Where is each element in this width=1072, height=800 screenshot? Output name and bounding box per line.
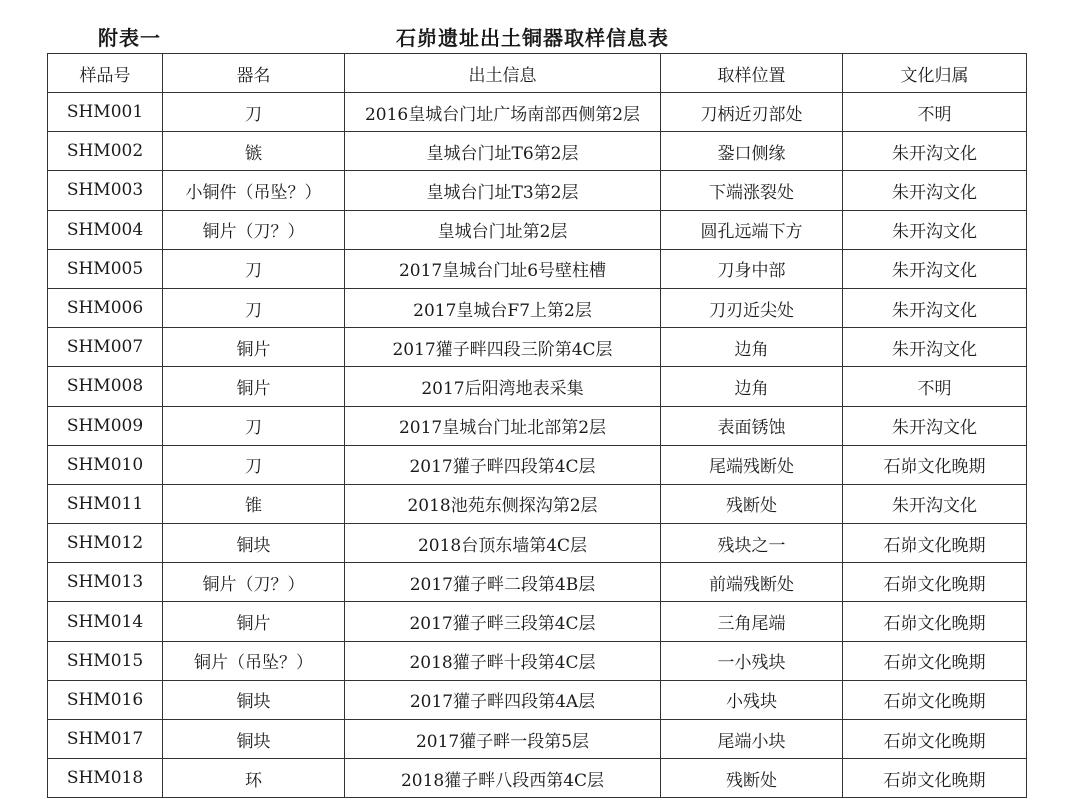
cultural-attribution-cell: 朱开沟文化 — [843, 484, 1027, 523]
sampling-location-cell: 边角 — [661, 328, 843, 367]
sampling-location-cell: 边角 — [661, 367, 843, 406]
sampling-location-cell: 尾端小块 — [661, 720, 843, 759]
sample-id-cell: SHM010 — [48, 445, 163, 484]
excavation-info-cell: 2017皇城台门址北部第2层 — [345, 406, 661, 445]
artifact-name-cell: 锥 — [163, 484, 345, 523]
sample-id-cell: SHM005 — [48, 249, 163, 288]
artifact-name-cell: 刀 — [163, 249, 345, 288]
excavation-info-cell: 皇城台门址T6第2层 — [345, 132, 661, 171]
cultural-attribution-cell: 石峁文化晚期 — [843, 680, 1027, 719]
sampling-location-cell: 残断处 — [661, 759, 843, 798]
cultural-attribution-cell: 石峁文化晚期 — [843, 720, 1027, 759]
sampling-location-cell: 刀柄近刃部处 — [661, 93, 843, 132]
sample-id-cell: SHM009 — [48, 406, 163, 445]
cultural-attribution-cell: 不明 — [843, 367, 1027, 406]
appendix-label: 附表一 — [98, 26, 161, 50]
table-row — [48, 406, 1027, 445]
artifact-name-cell: 铜块 — [163, 720, 345, 759]
excavation-info-cell: 2016皇城台门址广场南部西侧第2层 — [345, 93, 661, 132]
cultural-attribution-cell: 不明 — [843, 93, 1027, 132]
excavation-info-cell: 2017獾子畔四段第4A层 — [345, 680, 661, 719]
cultural-attribution-cell: 石峁文化晚期 — [843, 759, 1027, 798]
cultural-attribution-cell: 朱开沟文化 — [843, 132, 1027, 171]
excavation-info-cell: 皇城台门址第2层 — [345, 210, 661, 249]
excavation-info-cell: 2018獾子畔十段第4C层 — [345, 641, 661, 680]
page-header — [0, 20, 1072, 52]
cultural-attribution-cell: 石峁文化晚期 — [843, 641, 1027, 680]
table-header — [48, 54, 1027, 93]
table-row — [48, 132, 1027, 171]
table-row — [48, 367, 1027, 406]
excavation-info-cell: 2017獾子畔三段第4C层 — [345, 602, 661, 641]
sampling-location-cell: 小残块 — [661, 680, 843, 719]
sampling-location-cell: 残块之一 — [661, 524, 843, 563]
excavation-info-cell: 2018池苑东侧探沟第2层 — [345, 484, 661, 523]
cultural-attribution-cell: 石峁文化晚期 — [843, 524, 1027, 563]
artifact-name-cell: 铜片（吊坠？） — [163, 641, 345, 680]
sampling-location-cell: 三角尾端 — [661, 602, 843, 641]
table-row — [48, 524, 1027, 563]
sampling-location-cell: 刀刃近尖处 — [661, 288, 843, 327]
excavation-info-cell: 2017皇城台门址6号壁柱槽 — [345, 249, 661, 288]
table-row — [48, 249, 1027, 288]
excavation-info-cell: 2017皇城台F7上第2层 — [345, 288, 661, 327]
table-row — [48, 210, 1027, 249]
table-row — [48, 563, 1027, 602]
cultural-attribution-cell: 石峁文化晚期 — [843, 563, 1027, 602]
cultural-attribution-cell: 朱开沟文化 — [843, 171, 1027, 210]
artifact-name-cell: 铜块 — [163, 524, 345, 563]
table-row — [48, 680, 1027, 719]
sample-id-cell: SHM007 — [48, 328, 163, 367]
artifact-name-cell: 刀 — [163, 288, 345, 327]
table-title: 石峁遗址出土铜器取样信息表 — [396, 26, 669, 50]
sample-id-cell: SHM013 — [48, 563, 163, 602]
sample-id-cell: SHM011 — [48, 484, 163, 523]
header-row — [48, 54, 1027, 93]
artifact-name-cell: 小铜件（吊坠？） — [163, 171, 345, 210]
excavation-info-cell: 2017后阳湾地表采集 — [345, 367, 661, 406]
table-row — [48, 93, 1027, 132]
sampling-location-cell: 刀身中部 — [661, 249, 843, 288]
cultural-attribution-cell: 石峁文化晚期 — [843, 445, 1027, 484]
excavation-info-cell: 2018獾子畔八段西第4C层 — [345, 759, 661, 798]
sample-id-cell: SHM012 — [48, 524, 163, 563]
sampling-location-cell: 前端残断处 — [661, 563, 843, 602]
artifact-name-cell: 铜片（刀？） — [163, 210, 345, 249]
artifact-name-cell: 铜片 — [163, 328, 345, 367]
excavation-info-cell: 2017獾子畔二段第4B层 — [345, 563, 661, 602]
sample-id-cell: SHM018 — [48, 759, 163, 798]
table-row — [48, 602, 1027, 641]
artifact-name-cell: 镞 — [163, 132, 345, 171]
sample-id-cell: SHM002 — [48, 132, 163, 171]
column-header-sampling-location: 取样位置 — [661, 54, 843, 93]
cultural-attribution-cell: 朱开沟文化 — [843, 406, 1027, 445]
artifact-name-cell: 刀 — [163, 445, 345, 484]
sampling-location-cell: 尾端残断处 — [661, 445, 843, 484]
column-header-artifact-name: 器名 — [163, 54, 345, 93]
table-row — [48, 641, 1027, 680]
sample-info-table — [47, 53, 1027, 798]
sample-id-cell: SHM014 — [48, 602, 163, 641]
table-row — [48, 484, 1027, 523]
column-header-excavation-info: 出土信息 — [345, 54, 661, 93]
table-row — [48, 288, 1027, 327]
artifact-name-cell: 刀 — [163, 93, 345, 132]
sample-id-cell: SHM016 — [48, 680, 163, 719]
table-row — [48, 445, 1027, 484]
sample-id-cell: SHM017 — [48, 720, 163, 759]
table-row — [48, 171, 1027, 210]
artifact-name-cell: 铜片 — [163, 602, 345, 641]
artifact-name-cell: 铜块 — [163, 680, 345, 719]
cultural-attribution-cell: 朱开沟文化 — [843, 288, 1027, 327]
sample-id-cell: SHM003 — [48, 171, 163, 210]
cultural-attribution-cell: 朱开沟文化 — [843, 249, 1027, 288]
sample-id-cell: SHM015 — [48, 641, 163, 680]
sampling-location-cell: 銎口侧缘 — [661, 132, 843, 171]
table-body — [48, 93, 1027, 798]
excavation-info-cell: 2017獾子畔四段第4C层 — [345, 445, 661, 484]
sampling-location-cell: 残断处 — [661, 484, 843, 523]
table-row — [48, 328, 1027, 367]
artifact-name-cell: 铜片（刀？） — [163, 563, 345, 602]
artifact-name-cell: 铜片 — [163, 367, 345, 406]
sample-id-cell: SHM006 — [48, 288, 163, 327]
column-header-cultural-attribution: 文化归属 — [843, 54, 1027, 93]
sample-id-cell: SHM008 — [48, 367, 163, 406]
sampling-location-cell: 一小残块 — [661, 641, 843, 680]
artifact-name-cell: 刀 — [163, 406, 345, 445]
excavation-info-cell: 2017獾子畔一段第5层 — [345, 720, 661, 759]
sampling-location-cell: 下端涨裂处 — [661, 171, 843, 210]
cultural-attribution-cell: 石峁文化晚期 — [843, 602, 1027, 641]
sampling-location-cell: 圆孔远端下方 — [661, 210, 843, 249]
artifact-name-cell: 环 — [163, 759, 345, 798]
excavation-info-cell: 2018台顶东墙第4C层 — [345, 524, 661, 563]
excavation-info-cell: 2017獾子畔四段三阶第4C层 — [345, 328, 661, 367]
sample-id-cell: SHM004 — [48, 210, 163, 249]
table-row — [48, 759, 1027, 798]
sampling-location-cell: 表面锈蚀 — [661, 406, 843, 445]
table-row — [48, 720, 1027, 759]
excavation-info-cell: 皇城台门址T3第2层 — [345, 171, 661, 210]
cultural-attribution-cell: 朱开沟文化 — [843, 328, 1027, 367]
column-header-sample-id: 样品号 — [48, 54, 163, 93]
sample-id-cell: SHM001 — [48, 93, 163, 132]
cultural-attribution-cell: 朱开沟文化 — [843, 210, 1027, 249]
